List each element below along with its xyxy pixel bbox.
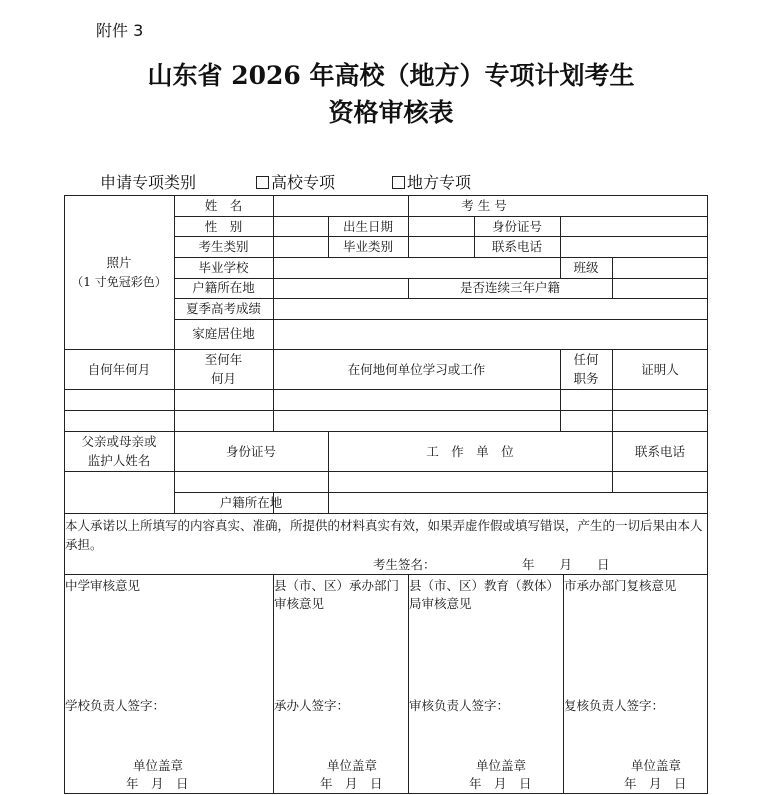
label-hukou-3years: 是否连续三年户籍: [459, 280, 560, 295]
review-edu-date: 年 月 日: [469, 776, 532, 791]
review-school-signer: 学校负责人签字：: [65, 698, 166, 713]
label-birth: 出生日期: [342, 219, 393, 234]
pledge-sign-label: 考生签名：: [373, 557, 436, 572]
label-history-to-2: 何月: [210, 371, 236, 386]
review-edu-seal: 单位盖章: [476, 758, 527, 773]
label-grad-type: 毕业类别: [342, 239, 393, 254]
option-university-label: 高校专项: [271, 173, 336, 192]
review-edu-title: 县（市、区）教育（教体）局审核意见: [409, 578, 560, 611]
page-subtitle: 资格审核表: [328, 98, 454, 127]
label-gender: 性 别: [204, 219, 243, 234]
label-class: 班级: [573, 260, 599, 275]
label-residence: 家庭居住地: [192, 326, 255, 341]
label-guardian-work: 工 作 单 位: [426, 444, 514, 459]
label-history-to-1: 至何年: [204, 352, 243, 367]
label-id-no: 身份证号: [491, 219, 542, 234]
review-city-title: 市承办部门复核意见: [564, 578, 677, 593]
label-duty-2: 职务: [573, 371, 599, 386]
photo-label: 照片: [106, 255, 132, 270]
label-witness: 证明人: [641, 362, 679, 377]
review-county-date: 年 月 日: [320, 776, 383, 791]
label-guardian-id: 身份证号: [225, 444, 276, 459]
pledge-date: 年 月 日: [522, 557, 610, 572]
label-name: 姓 名: [204, 198, 243, 213]
label-phone: 联系电话: [491, 239, 542, 254]
label-history-where: 在何地何单位学习或工作: [347, 362, 486, 377]
photo-note: （1 寸免冠彩色）: [71, 275, 167, 289]
label-guardian-hukou: 户籍所在地: [219, 495, 283, 510]
review-school-date: 年 月 日: [126, 776, 189, 791]
page-title: 山东省 2026 年高校（地方）专项计划考生: [147, 61, 635, 90]
review-county-title: 县（市、区）承办部门审核意见: [274, 578, 400, 611]
label-exam-no: 考 生 号: [461, 198, 507, 213]
category-label: 申请专项类别: [100, 173, 197, 192]
label-duty-1: 任何: [573, 352, 599, 367]
review-edu-signer: 审核负责人签字：: [409, 698, 510, 713]
label-history-from: 自何年何月: [87, 362, 151, 377]
label-student-type: 考生类别: [198, 239, 249, 254]
label-gaokao-score: 夏季高考成绩: [185, 301, 261, 316]
label-guardian-name-1: 父亲或母亲或: [81, 434, 157, 449]
label-hukou: 户籍所在地: [192, 280, 255, 295]
label-guardian-phone: 联系电话: [634, 444, 685, 459]
review-city-seal: 单位盖章: [631, 758, 682, 773]
review-school-title: 中学审核意见: [65, 578, 141, 593]
review-county-signer: 承办人签字：: [274, 698, 350, 713]
label-school: 毕业学校: [198, 260, 249, 275]
label-guardian-name-2: 监护人姓名: [87, 453, 151, 468]
attachment-label: 附件 3: [96, 21, 144, 40]
review-city-signer: 复核负责人签字：: [564, 698, 665, 713]
review-school-seal: 单位盖章: [133, 758, 184, 773]
pledge-text: 本人承诺以上所填写的内容真实、准确，所提供的材料真实有效，如果弄虚作假或填写错误，产生的一切后果由本人承担。: [65, 518, 703, 552]
review-county-seal: 单位盖章: [327, 758, 378, 773]
option-local-label: 地方专项: [407, 173, 472, 192]
review-city-date: 年 月 日: [624, 776, 687, 791]
